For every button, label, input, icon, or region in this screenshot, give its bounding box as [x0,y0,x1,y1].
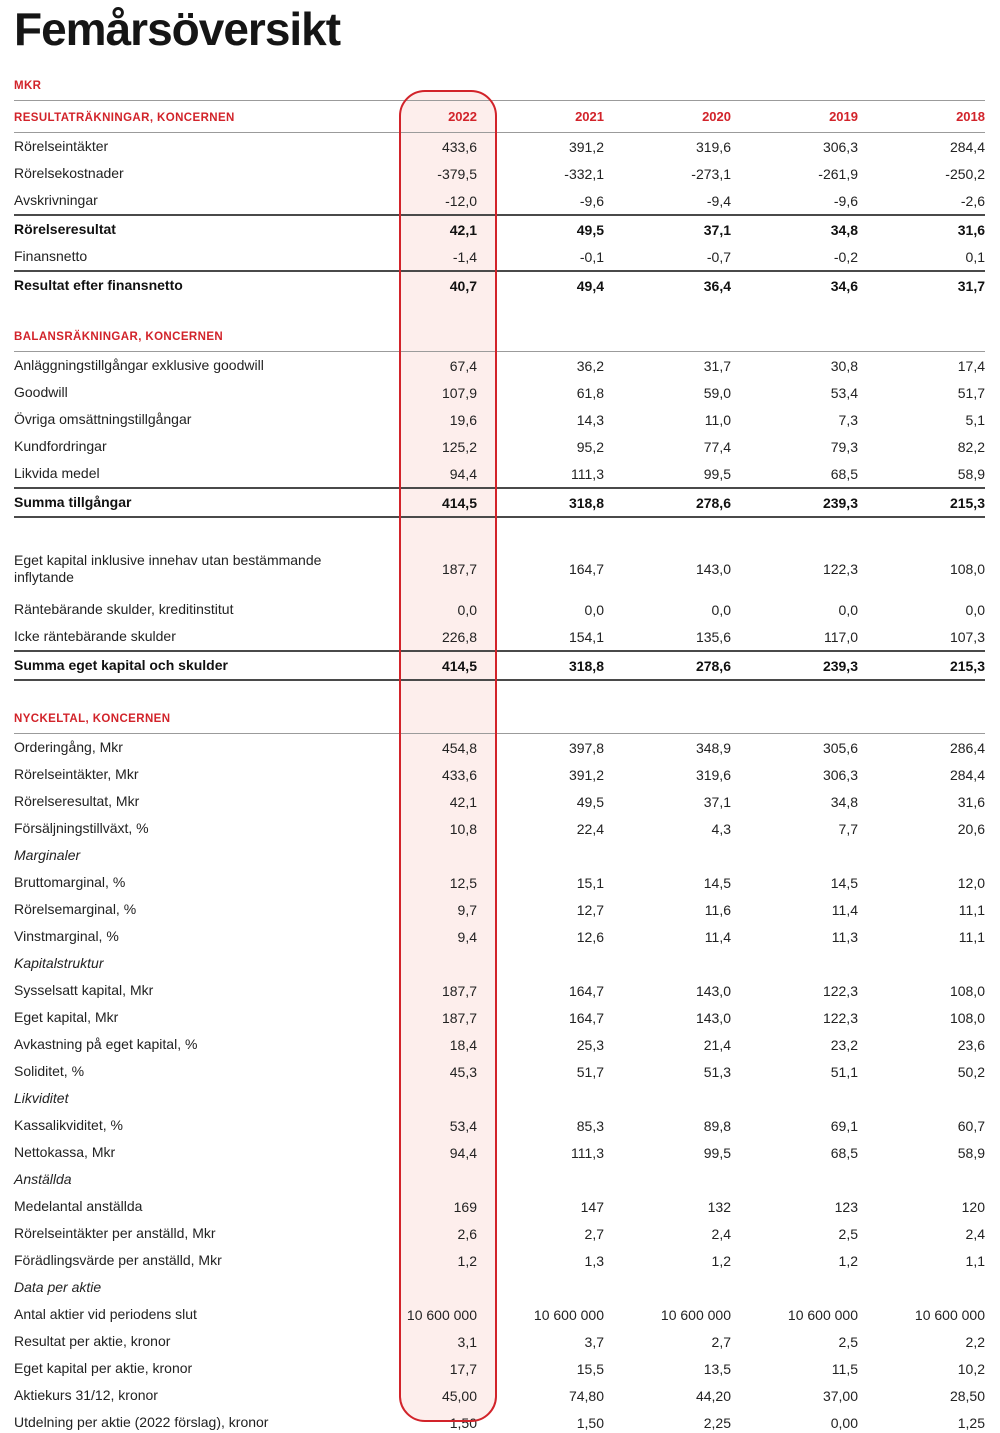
row-value: 0,00 [830,1414,858,1431]
row-value: 11,1 [958,928,985,945]
table-row [0,869,1000,896]
row-label: Data per aktie [14,1278,102,1295]
row-value: 108,0 [949,982,985,999]
row-value: 284,4 [949,138,985,155]
table-sections [0,101,1000,1433]
table-row [0,352,1000,379]
row-value: 278,6 [695,657,731,674]
row-value: 95,2 [576,438,604,455]
table-row [0,815,1000,842]
row-value: 1,50 [576,1414,604,1431]
table-row [0,133,1000,160]
row-value: 7,7 [838,820,858,837]
table-section [0,705,1000,1433]
row-value: 15,1 [576,874,604,891]
row-value: 37,1 [703,221,731,238]
row-label: Rörelseintäkter per anställd, Mkr [14,1224,216,1241]
table-row [0,1220,1000,1247]
row-value: 305,6 [822,739,858,756]
row-value: 319,6 [695,138,731,155]
row-label: Soliditet, % [14,1062,85,1079]
table-row [0,1247,1000,1274]
row-value: 284,4 [949,766,985,783]
row-value: 12,7 [576,901,604,918]
row-value: 20,6 [957,820,985,837]
table-row [0,734,1000,761]
row-value: 143,0 [695,982,731,999]
row-value: 23,2 [830,1036,858,1053]
table-row [0,160,1000,187]
row-value: 9,7 [457,901,477,918]
row-value: 1,2 [711,1252,731,1269]
table-row [0,596,1000,623]
row-label: Goodwill [14,383,68,400]
row-value: 42,1 [449,221,477,238]
row-value: 37,1 [703,793,731,810]
row-value: 0,1 [965,248,985,265]
row-value: 1,50 [449,1414,477,1431]
row-value: 12,5 [449,874,477,891]
row-label: Orderingång, Mkr [14,738,123,755]
row-value: 120 [961,1198,985,1215]
row-value: 12,0 [957,874,985,891]
table-row [0,1166,1000,1193]
table-row [0,761,1000,788]
section-header-row [14,705,985,734]
rule-thick [14,516,985,518]
row-value: 286,4 [949,739,985,756]
row-value: -9,6 [833,192,858,209]
row-value: 68,5 [830,1144,858,1161]
row-value: 17,7 [449,1360,477,1377]
row-value: 154,1 [568,628,604,645]
row-label: Aktiekurs 31/12, kronor [14,1386,158,1403]
table-row [0,1085,1000,1112]
row-value: 60,7 [957,1117,985,1134]
row-label: Kassalikviditet, % [14,1116,123,1133]
row-value: 7,3 [838,411,858,428]
row-value: 123 [834,1198,858,1215]
table-row [0,1004,1000,1031]
row-value: 11,0 [704,411,731,428]
section-header: NYCKELTAL, KONCERNEN [14,713,171,725]
row-value: 17,4 [957,357,985,374]
row-value: 1,3 [584,1252,604,1269]
row-value: 31,6 [957,793,985,810]
row-value: 107,9 [441,384,477,401]
table-row [0,1112,1000,1139]
table-row [0,842,1000,869]
table-row [0,977,1000,1004]
row-value: 11,4 [831,901,858,918]
row-value: 348,9 [695,739,731,756]
table-section [0,101,1000,299]
row-value: -2,6 [960,192,985,209]
row-value: 61,8 [576,384,604,401]
row-label: Bruttomarginal, % [14,873,126,890]
row-value: 49,5 [576,221,604,238]
table-section [0,323,1000,518]
table-row [0,1058,1000,1085]
table-row [0,1031,1000,1058]
row-value: 69,1 [830,1117,858,1134]
row-value: 51,3 [703,1063,731,1080]
row-value: 0,0 [457,601,477,618]
page-title: Femårsöversikt [14,3,341,55]
table-row [0,243,1000,270]
row-label: Utdelning per aktie (2022 förslag), kronor [14,1413,269,1430]
table-row [0,1355,1000,1382]
row-value: 187,7 [441,561,477,577]
row-value: 11,3 [831,928,858,945]
row-value: 31,7 [703,357,731,374]
row-label: Kundfordringar [14,437,107,454]
row-value: 79,3 [830,438,858,455]
row-value: 10 600 000 [660,1306,731,1323]
row-value: 14,3 [576,411,604,428]
row-value: 21,4 [703,1036,731,1053]
table-row [0,950,1000,977]
row-label: Vinstmarginal, % [14,927,119,944]
row-value: 51,1 [830,1063,858,1080]
row-value: 15,5 [576,1360,604,1377]
row-value: 278,6 [695,494,731,511]
row-value: 45,00 [441,1387,477,1404]
row-value: 239,3 [822,657,858,674]
row-value: 34,8 [830,221,858,238]
table-row [0,1328,1000,1355]
row-value: 169 [453,1198,477,1215]
row-value: 12,6 [576,928,604,945]
row-value: -261,9 [818,165,858,182]
table-row [0,272,1000,299]
table-row [0,1193,1000,1220]
row-value: 25,3 [576,1036,604,1053]
row-label: Försäljningstillväxt, % [14,819,149,836]
row-value: 2,6 [457,1225,477,1242]
year-label: 2022 [448,109,477,124]
table [0,3,1000,1433]
table-row [0,216,1000,243]
table-section [0,542,1000,681]
row-value: 164,7 [568,982,604,999]
row-value: 37,00 [822,1387,858,1404]
rule-thick [14,679,985,681]
row-value: 2,4 [711,1225,731,1242]
row-value: 5,1 [965,411,985,428]
row-value: -332,1 [564,165,604,182]
row-value: 3,7 [584,1333,604,1350]
row-label: Eget kapital per aktie, kronor [14,1359,193,1376]
row-value: 11,4 [704,928,731,945]
row-value: 18,4 [449,1036,477,1053]
row-label: Resultat per aktie, kronor [14,1332,171,1349]
year-label: 2020 [702,109,731,124]
row-value: 318,8 [568,657,604,674]
row-value: 239,3 [822,494,858,511]
table-row [0,1301,1000,1328]
row-value: 30,8 [830,357,858,374]
row-value: 414,5 [441,657,477,674]
row-label: Kapitalstruktur [14,954,104,971]
row-label: Likviditet [14,1089,69,1106]
row-label: Eget kapital, Mkr [14,1008,119,1025]
row-value: 187,7 [441,982,477,999]
table-row [0,542,1000,596]
row-value: 14,5 [830,874,858,891]
row-value: 36,4 [703,277,731,294]
row-value: -379,5 [437,165,477,182]
row-label: Summa tillgångar [14,493,132,510]
row-value: -0,2 [833,248,858,265]
row-value: 36,2 [576,357,604,374]
row-value: -0,1 [579,248,604,265]
row-value: 10 600 000 [914,1306,985,1323]
table-row [0,433,1000,460]
row-value: -9,4 [706,192,731,209]
row-value: 22,4 [576,820,604,837]
row-value: 19,6 [449,411,477,428]
row-label: Resultat efter finansnetto [14,276,183,293]
row-value: 4,3 [711,820,731,837]
row-value: 1,2 [838,1252,858,1269]
table-row [0,406,1000,433]
row-value: 10,8 [449,820,477,837]
row-value: 14,5 [703,874,731,891]
row-value: 414,5 [441,494,477,511]
row-value: 164,7 [568,1009,604,1026]
row-value: 306,3 [822,138,858,155]
row-value: -273,1 [691,165,731,182]
row-label: Avskrivningar [14,191,98,208]
unit-label: MKR [14,80,985,101]
row-value: 10,2 [957,1360,985,1377]
row-value: 59,0 [703,384,731,401]
row-value: -0,7 [706,248,731,265]
row-value: 187,7 [441,1009,477,1026]
row-value: 2,25 [703,1414,731,1431]
row-label: Anläggningstillgångar exklusive goodwill [14,356,264,373]
row-value: 31,6 [957,221,985,238]
row-value: 454,8 [441,739,477,756]
row-value: 10 600 000 [787,1306,858,1323]
row-value: 3,1 [457,1333,477,1350]
row-label: Finansnetto [14,247,88,264]
row-value: 0,0 [584,601,604,618]
row-value: 10 600 000 [533,1306,604,1323]
row-value: 89,8 [703,1117,731,1134]
row-value: 0,0 [965,601,985,618]
row-label: Anställda [14,1170,72,1187]
row-value: 111,3 [571,1144,604,1161]
row-value: 433,6 [441,766,477,783]
row-label: Rörelseintäkter [14,137,109,154]
row-value: 51,7 [957,384,985,401]
row-label: Nettokassa, Mkr [14,1143,116,1160]
row-label: Rörelsekostnader [14,164,124,181]
row-value: 2,4 [965,1225,985,1242]
row-value: 391,2 [568,138,604,155]
row-label: Eget kapital inklusive innehav utan bestämmande inflytande [14,551,322,585]
row-value: 11,5 [831,1360,858,1377]
table-row [0,652,1000,679]
row-label: Sysselsatt kapital, Mkr [14,981,154,998]
row-value: 23,6 [957,1036,985,1053]
table-row [0,1409,1000,1433]
row-value: 51,7 [576,1063,604,1080]
row-value: 111,3 [571,465,604,482]
row-value: 74,80 [568,1387,604,1404]
row-value: 2,5 [838,1333,858,1350]
table-row [0,1139,1000,1166]
row-value: -1,4 [452,248,477,265]
table-row [0,1274,1000,1301]
row-value: 94,4 [449,465,477,482]
row-value: 122,3 [822,982,858,999]
row-value: 11,6 [704,901,731,918]
row-label: Antal aktier vid periodens slut [14,1305,197,1322]
row-value: 2,7 [584,1225,604,1242]
row-value: 0,0 [711,601,731,618]
row-label: Rörelseintäkter, Mkr [14,765,139,782]
section-header: RESULTATRÄKNINGAR, KONCERNEN [14,112,235,124]
row-label: Likvida medel [14,464,100,481]
row-value: 397,8 [568,739,604,756]
row-value: 107,3 [949,628,985,645]
row-value: 40,7 [449,277,477,294]
row-value: 58,9 [957,465,985,482]
table-row [0,923,1000,950]
row-value: 318,8 [568,494,604,511]
row-value: 82,2 [957,438,985,455]
row-value: 50,2 [957,1063,985,1080]
row-value: 306,3 [822,766,858,783]
row-value: 108,0 [949,1009,985,1026]
row-value: 85,3 [576,1117,604,1134]
row-value: 2,2 [965,1333,985,1350]
row-value: 125,2 [441,438,477,455]
row-label: Rörelsemarginal, % [14,900,137,917]
section-header-row [14,323,985,352]
row-label: Marginaler [14,846,81,863]
year-label: 2018 [956,109,985,124]
table-row [0,489,1000,516]
row-value: -12,0 [445,192,477,209]
section-header: BALANSRÄKNINGAR, KONCERNEN [14,331,224,343]
row-value: 11,1 [958,901,985,918]
row-label: Summa eget kapital och skulder [14,656,228,673]
row-value: 319,6 [695,766,731,783]
table-row [0,896,1000,923]
row-value: 31,7 [957,277,985,294]
row-value: -250,2 [945,165,985,182]
row-value: 28,50 [949,1387,985,1404]
row-value: 226,8 [441,628,477,645]
row-value: 135,6 [695,628,731,645]
table-row [0,187,1000,214]
row-value: 2,5 [838,1225,858,1242]
row-value: 143,0 [695,1009,731,1026]
row-value: 215,3 [949,494,985,511]
row-label: Rörelseresultat [14,220,116,237]
row-value: 433,6 [441,138,477,155]
row-value: 215,3 [949,657,985,674]
row-label: Medelantal anställda [14,1197,143,1214]
row-value: 10 600 000 [406,1306,477,1323]
row-value: 132 [707,1198,731,1215]
row-value: 164,7 [568,561,604,577]
row-value: 77,4 [703,438,731,455]
row-value: 99,5 [703,1144,731,1161]
row-value: 58,9 [957,1144,985,1161]
row-value: 1,2 [457,1252,477,1269]
row-value: 49,4 [576,277,604,294]
row-label: Avkastning på eget kapital, % [14,1035,198,1052]
row-value: 122,3 [822,1009,858,1026]
row-value: 9,4 [457,928,477,945]
row-value: 34,8 [830,793,858,810]
row-value: 13,5 [703,1360,731,1377]
row-label: Övriga omsättningstillgångar [14,410,192,427]
row-value: 0,0 [838,601,858,618]
row-value: 1,25 [957,1414,985,1431]
row-value: 117,0 [824,628,858,645]
row-value: 94,4 [449,1144,477,1161]
row-value: 42,1 [449,793,477,810]
row-value: 2,7 [711,1333,731,1350]
year-label: 2021 [575,109,604,124]
row-value: 391,2 [568,766,604,783]
row-value: 143,0 [695,561,731,577]
row-label: Räntebärande skulder, kreditinstitut [14,600,234,617]
row-value: 53,4 [830,384,858,401]
row-label: Förädlingsvärde per anställd, Mkr [14,1251,222,1268]
row-value: 53,4 [449,1117,477,1134]
row-value: 122,3 [822,561,858,577]
year-label: 2019 [829,109,858,124]
table-row [0,1382,1000,1409]
row-value: 108,0 [949,561,985,577]
row-label: Icke räntebärande skulder [14,627,176,644]
row-value: 34,6 [830,277,858,294]
row-label: Rörelseresultat, Mkr [14,792,140,809]
row-value: 49,5 [576,793,604,810]
table-row [0,379,1000,406]
row-value: 67,4 [449,357,477,374]
table-row [0,623,1000,650]
table-row [0,460,1000,487]
row-value: 147 [580,1198,604,1215]
row-value: -9,6 [579,192,604,209]
row-value: 1,1 [965,1252,985,1269]
row-value: 44,20 [695,1387,731,1404]
row-value: 68,5 [830,465,858,482]
row-value: 45,3 [449,1063,477,1080]
section-header-row [14,101,985,133]
table-row [0,788,1000,815]
row-value: 99,5 [703,465,731,482]
